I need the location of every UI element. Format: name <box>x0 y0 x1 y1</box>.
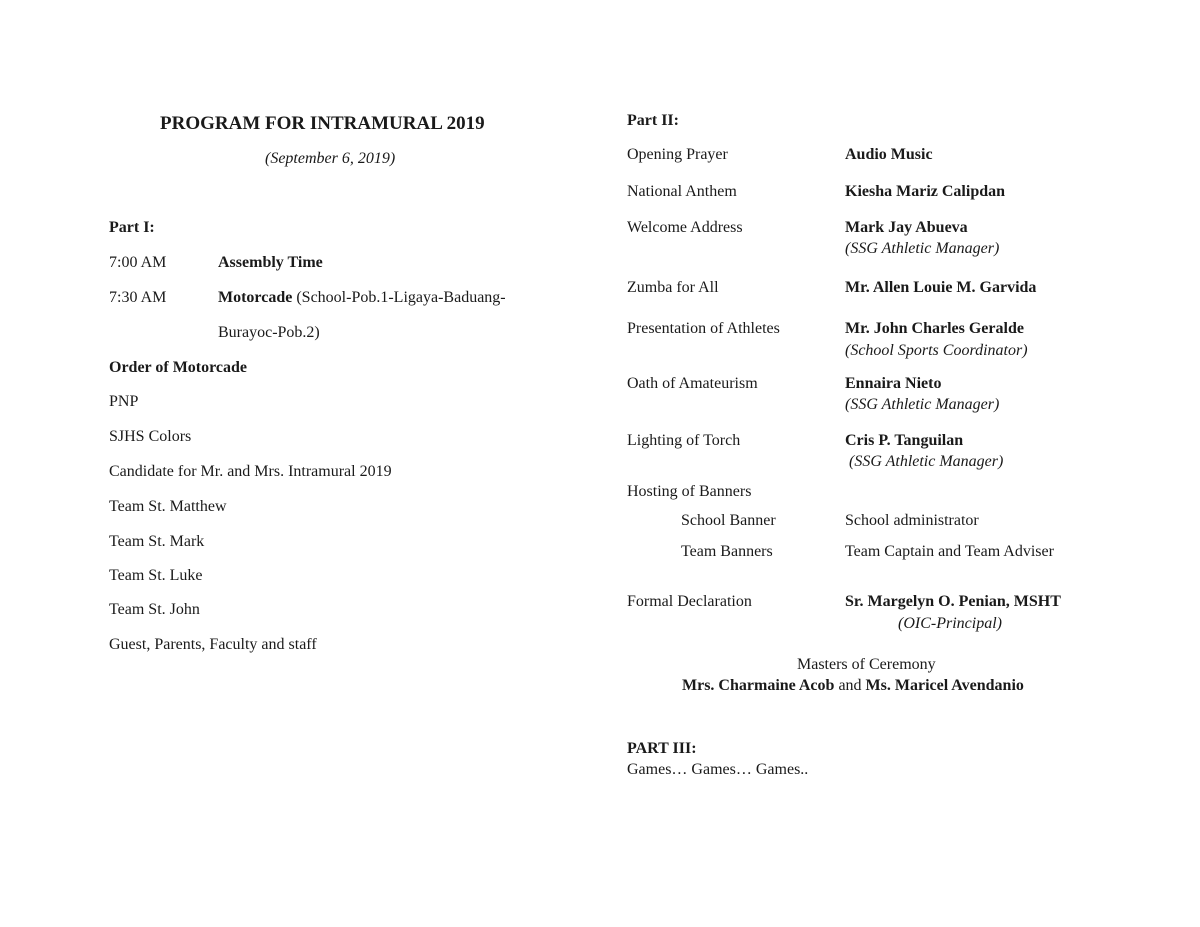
activity-role: (SSG Athletic Manager) <box>845 240 1000 257</box>
part1-heading: Part I: <box>109 219 155 236</box>
program-date: (September 6, 2019) <box>265 150 396 167</box>
activity-label: Welcome Address <box>627 219 743 236</box>
activity-label: Oath of Amateurism <box>627 375 758 392</box>
master-conjunction: and <box>838 677 862 694</box>
schedule-event-line <box>218 288 506 308</box>
schedule-time: 7:00 AM <box>109 254 167 271</box>
part2-heading: Part II: <box>627 112 679 129</box>
part3-text: Games… Games… Games.. <box>627 761 809 778</box>
activity-label: Opening Prayer <box>627 146 728 163</box>
order-item: Team St. John <box>109 601 200 618</box>
activity-role: (SSG Athletic Manager) <box>849 453 1004 470</box>
masters-names <box>682 676 1024 696</box>
order-heading: Order of Motorcade <box>109 359 248 376</box>
activity-label: Presentation of Athletes <box>627 320 780 337</box>
motorcade-route-cont: Burayoc-Pob.2) <box>218 324 320 341</box>
order-item: Candidate for Mr. and Mrs. Intramural 2019 <box>109 463 392 480</box>
activity-person: School administrator <box>845 512 979 529</box>
activity-person: Cris P. Tanguilan <box>845 432 964 449</box>
masters-label: Masters of Ceremony <box>797 656 936 673</box>
activity-label: Zumba for All <box>627 279 719 296</box>
master-name: Mrs. Charmaine Acob <box>682 677 835 694</box>
order-item: Team St. Mark <box>109 533 205 550</box>
activity-person: Kiesha Mariz Calipdan <box>845 183 1006 200</box>
activity-person: Audio Music <box>845 146 933 163</box>
activity-person: Team Captain and Team Adviser <box>845 543 1054 560</box>
activity-label: School Banner <box>681 512 776 529</box>
program-title: PROGRAM FOR INTRAMURAL 2019 <box>160 113 485 134</box>
activity-label: Formal Declaration <box>627 593 752 610</box>
part3-heading: PART III: <box>627 740 697 757</box>
order-item: Guest, Parents, Faculty and staff <box>109 636 317 653</box>
activity-label: Team Banners <box>681 543 773 560</box>
order-item: SJHS Colors <box>109 428 192 445</box>
activity-person: Mark Jay Abueva <box>845 219 968 236</box>
activity-person: Sr. Margelyn O. Penian, MSHT <box>845 593 1061 610</box>
activity-label: Hosting of Banners <box>627 483 752 500</box>
schedule-event: Assembly Time <box>218 254 323 271</box>
activity-label: National Anthem <box>627 183 737 200</box>
activity-person: Mr. John Charles Geralde <box>845 320 1024 337</box>
order-item: Team St. Luke <box>109 567 203 584</box>
activity-person: Ennaira Nieto <box>845 375 942 392</box>
activity-person: Mr. Allen Louie M. Garvida <box>845 279 1037 296</box>
order-item: Team St. Matthew <box>109 498 227 515</box>
activity-label: Lighting of Torch <box>627 432 741 449</box>
schedule-time: 7:30 AM <box>109 289 167 306</box>
order-item: PNP <box>109 393 139 410</box>
activity-role: (OIC-Principal) <box>898 615 1002 632</box>
activity-role: (SSG Athletic Manager) <box>845 396 1000 413</box>
schedule-event: Motorcade <box>218 289 293 306</box>
master-name: Ms. Maricel Avendanio <box>865 677 1024 694</box>
activity-role: (School Sports Coordinator) <box>845 342 1028 359</box>
motorcade-route: (School-Pob.1-Ligaya-Baduang- <box>296 289 506 306</box>
